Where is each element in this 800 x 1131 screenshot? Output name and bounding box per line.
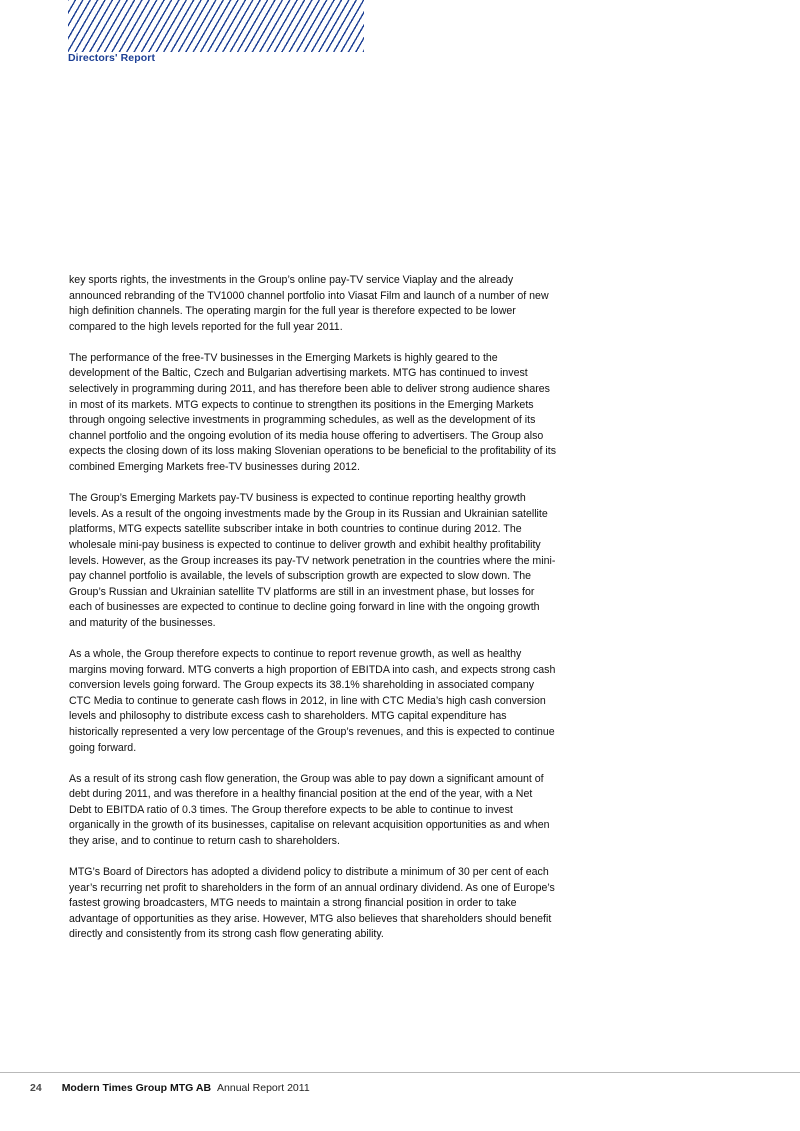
paragraph: key sports rights, the investments in the Group’s online pay-TV service Viaplay and the already announced rebranding of the TV1000 channel portfolio into Viasat Film and launch of a number of new high definition channels. The operating margin for the full year is therefore expected to be lower compared to the high levels reported for the full year 2011. xyxy=(69,274,549,333)
paragraph: As a whole, the Group therefore expects to continue to report revenue growth, as well as healthy margins moving forward. MTG converts a high proportion of EBITDA into cash, and expects strong cash conversion levels going forward. The Group expects its 38.1% shareholding in associated company CTC Media to continue to generate cash flows in 2012, in line with CTC Media’s high cash conversion levels and philosophy to distribute excess cash to shareholders. MTG capital expenditure has historically represented a very low percentage of the Group’s revenues, and this is expected to continue going forward. xyxy=(69,647,556,754)
page-footer xyxy=(0,1072,800,1094)
paragraph: MTG’s Board of Directors has adopted a dividend policy to distribute a minimum of 30 per cent of each year’s recurring net profit to shareholders in the form of an annual ordinary dividend. As one of Europe’s fastest growing broadcasters, MTG needs to maintain a strong financial position in order to take advantage of opportunities as they arise. However, MTG also believes that shareholders should benefit directly and consistently from its strong cash flow generating ability. xyxy=(69,866,555,941)
paragraph: As a result of its strong cash flow generation, the Group was able to pay down a significant amount of debt during 2011, and was therefore in a healthy financial position at the end of the year, with a Net Debt to EBITDA ratio of 0.3 times. The Group therefore expects to be able to continue to invest organically in the growth of its businesses, capitalise on relevant acquisition opportunities as and when they arise, and to continue to return cash to shareholders. xyxy=(69,772,550,847)
footer-report-title: Annual Report 2011 xyxy=(217,1082,310,1094)
paragraph: The performance of the free-TV businesses in the Emerging Markets is highly geared to the development of the Baltic, Czech and Bulgarian advertising markets. MTG has continued to invest selectively in programming during 2011, and has therefore been able to deliver strong audience shares in most of its markets. MTG expects to continue to strengthen its positions in the Emerging Markets through ongoing selective investments in programming schedules, as well as the development of its channel portfolio and the ongoing evolution of its media house offering to advertisers. The Group also expects the closing down of its loss making Slovenian operations to be beneficial to the profitability of its combined Emerging Markets free-TV businesses during 2012. xyxy=(69,351,556,474)
footer-company-name: Modern Times Group MTG AB xyxy=(61,1082,212,1094)
footer-text xyxy=(30,1082,310,1094)
section-label: Directors' Report xyxy=(68,52,156,64)
paragraph: The Group’s Emerging Markets pay-TV business is expected to continue reporting healthy growth levels. As a result of the ongoing investments made by the Group in its Russian and Ukrainian satellite platforms, MTG expects satellite subscriber intake in both countries to continue during 2012. The wholesale mini-pay business is expected to continue to deliver growth and exhibit healthy profitability levels. However, as the Group increases its pay-TV network penetration in the countries where the mini-pay channel portfolio is available, the levels of subscription growth are expected to slow down. The Group’s Russian and Ukrainian satellite TV platforms are still in an investment phase, but losses for each of businesses are expected to continue to decline going forward in line with the ongoing growth and maturity of the businesses. xyxy=(69,492,556,629)
diagonal-hatch-band-icon xyxy=(68,0,364,52)
body-text-column xyxy=(69,273,557,959)
page-number: 24 xyxy=(30,1082,42,1094)
footer-divider xyxy=(0,1072,800,1073)
